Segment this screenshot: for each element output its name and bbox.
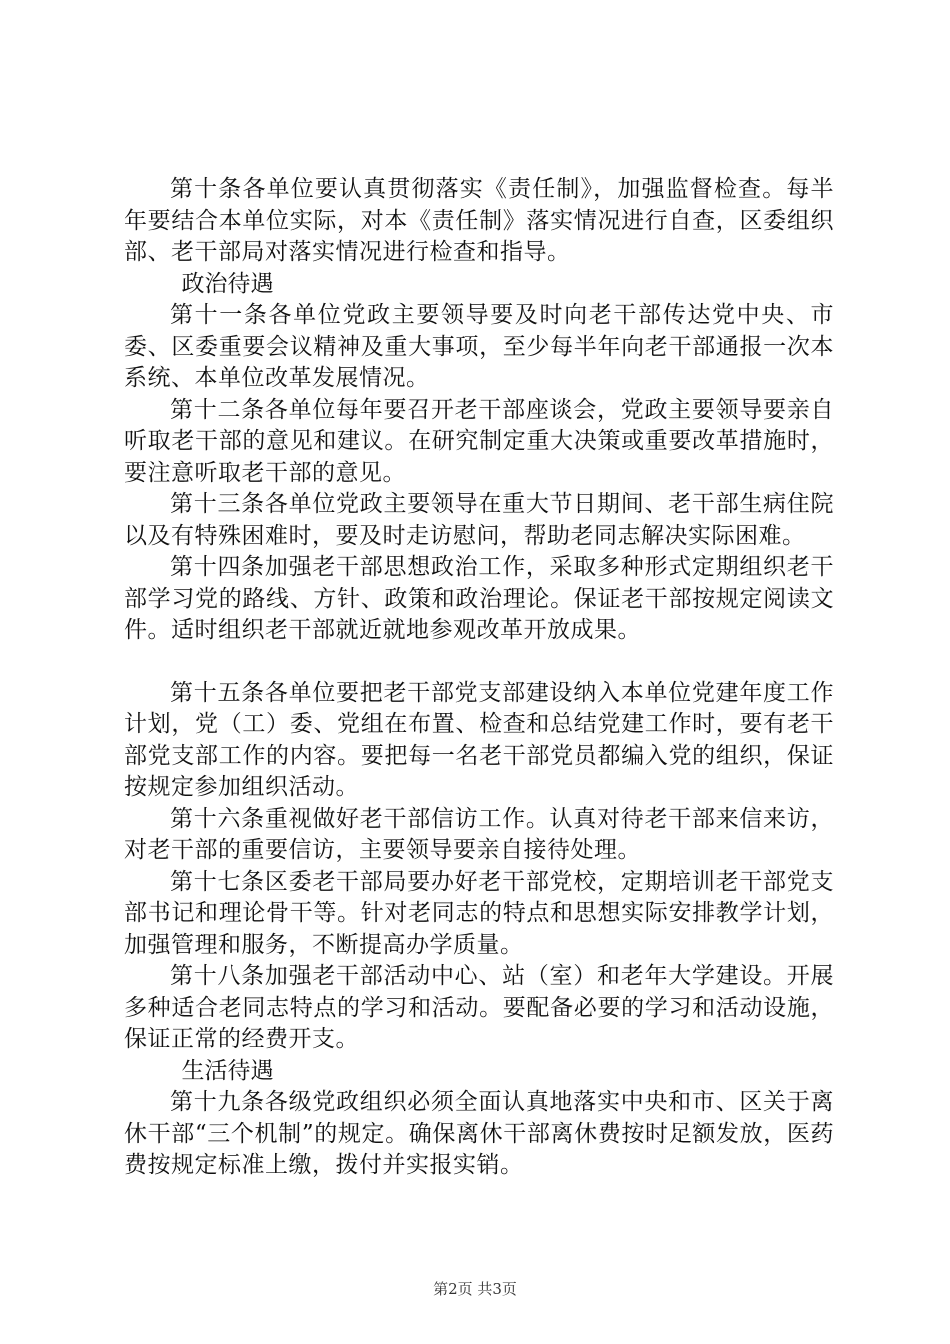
paragraph: 第十六条重视做好老干部信访工作。认真对待老干部来信来访，对老干部的重要信访，主要领导要亲自接待处理。 bbox=[124, 805, 834, 863]
section-heading: 生活待遇 bbox=[181, 1057, 274, 1084]
document-body bbox=[124, 174, 834, 1182]
section-heading: 政治待遇 bbox=[181, 270, 274, 297]
paragraph: 第十三条各单位党政主要领导在重大节日期间、老干部生病住院以及有特殊困难时，要及时走访慰问，帮助老同志解决实际困难。 bbox=[124, 491, 834, 549]
paragraph: 第十五条各单位要把老干部党支部建设纳入本单位党建年度工作计划，党（工）委、党组在布置、检查和总结党建工作时，要有老干部党支部工作的内容。要把每一名老干部党员都编入党的组织，保证按规定参加组织活动。 bbox=[124, 679, 834, 800]
blank-line bbox=[124, 647, 834, 678]
paragraph: 第十七条区委老干部局要办好老干部党校，定期培训老干部党支部书记和理论骨干等。针对老同志的特点和思想实际安排教学计划，加强管理和服务，不断提高办学质量。 bbox=[124, 868, 834, 958]
paragraph: 第十八条加强老干部活动中心、站（室）和老年大学建设。开展多种适合老同志特点的学习和活动。要配备必要的学习和活动设施，保证正常的经费开支。 bbox=[124, 963, 834, 1052]
page-footer: 第2页 共3页 bbox=[433, 1280, 517, 1298]
paragraph: 第十二条各单位每年要召开老干部座谈会，党政主要领导要亲自听取老干部的意见和建议。在研究制定重大决策或重要改革措施时，要注意听取老干部的意见。 bbox=[124, 396, 834, 486]
paragraph: 第十四条加强老干部思想政治工作，采取多种形式定期组织老干部学习党的路线、方针、政策和政治理论。保证老干部按规定阅读文件。适时组织老干部就近就地参观改革开放成果。 bbox=[124, 554, 834, 643]
paragraph: 第十九条各级党政组织必须全面认真地落实中央和市、区关于离休干部“三个机制”的规定。确保离休干部离休费按时足额发放，医药费按规定标准上缴，拨付并实报实销。 bbox=[124, 1089, 834, 1178]
paragraph: 第十条各单位要认真贯彻落实《责任制》，加强监督检查。每半年要结合本单位实际，对本《责任制》落实情况进行自查，区委组织部、老干部局对落实情况进行检查和指导。 bbox=[124, 176, 834, 265]
paragraph: 第十一条各单位党政主要领导要及时向老干部传达党中央、市委、区委重要会议精神及重大事项，至少每半年向老干部通报一次本系统、本单位改革发展情况。 bbox=[124, 302, 834, 391]
